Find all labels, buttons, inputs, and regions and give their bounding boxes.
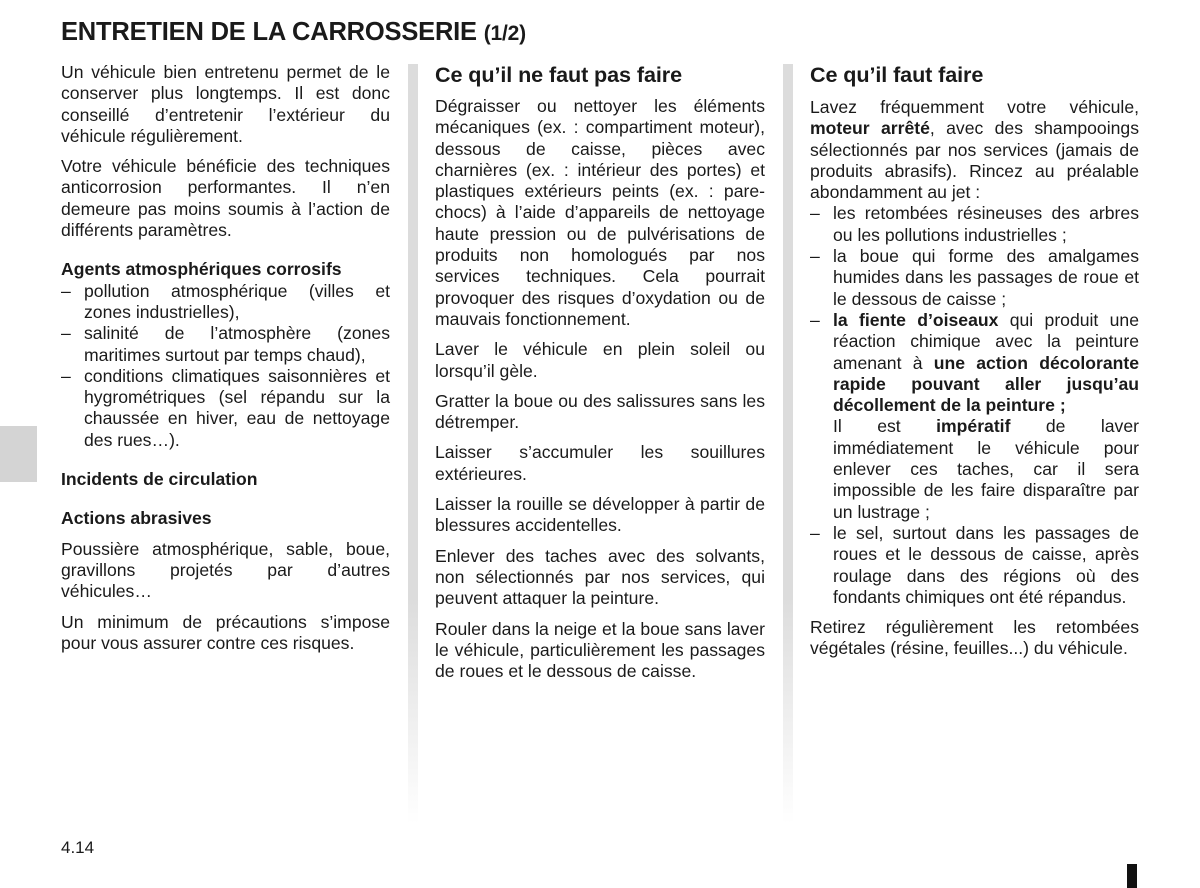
do-heading: Ce qu’il faut faire — [810, 62, 984, 87]
dont-item: Laisser la rouille se développer à partir de blessures accidentelles. — [435, 494, 765, 536]
list-item-bird-droppings — [810, 310, 1139, 523]
list-item: – conditions climatiques saisonnières et hygrométriques (sel répandu sur la chaussée en hiver, eau de nettoyage des rues…). — [61, 366, 390, 451]
list-item: – la boue qui forme des amalgames humides dans les passages de roue et le dessous de caisse ; — [810, 246, 1139, 310]
intro-column — [61, 62, 390, 663]
do-intro — [810, 97, 1139, 203]
dont-item: Laver le véhicule en plein soleil ou lorsqu’il gèle. — [435, 339, 765, 381]
do-column — [810, 62, 1139, 669]
list-item: – le sel, surtout dans les passages de roues et le dessous de caisse, après roulage dans des régions où des fondants chimiques ont été répandus. — [810, 523, 1139, 608]
page-number: 4.14 — [61, 838, 95, 857]
do-intro-text-rest: , avec des shampooings sélectionnés par nos services (jamais de produits abrasifs). Rincez au préalable abondamment au jet : — [810, 118, 1139, 203]
list-item: – pollution atmosphérique (villes et zones industrielles), — [61, 281, 390, 324]
bird-droppings-text: qui produit une réaction chimique avec la peinture amenant à — [833, 309, 1140, 373]
corner-marker — [1127, 864, 1137, 888]
dont-item: Dégraisser ou nettoyer les éléments mécaniques (ex. : compartiment moteur), dessous de caisse, pièces avec charnières (ex. : intérieur des portes) et plastiques extérieurs peints (ex. : pare-chocs) à l’aide d’appareils de nettoyage haute pression ou de pulvérisations de produits non homologués par nos services techniques. Cela pourrait provoquer des risques d’oxydation ou de mauvais fonctionnement. — [435, 96, 765, 329]
bird-droppings-note-end: de laver immédiatement le véhicule pour enlever ces taches, car il sera impossible de les faire disparaître par un lustrage ; — [833, 416, 1139, 522]
column-divider-left — [408, 64, 418, 824]
bird-droppings-imperative: impératif — [936, 416, 1011, 437]
agents-list — [61, 281, 390, 451]
list-item: – salinité de l’atmosphère (zones maritimes surtout par temps chaud), — [61, 323, 390, 366]
do-list — [810, 203, 1139, 608]
abrasive-heading: Actions abrasives — [61, 508, 212, 529]
anticorrosion-paragraph: Votre véhicule bénéficie des techniques anticorrosion performantes. Il n’en demeure pas moins soumis à l’action de différents paramètres. — [61, 156, 390, 241]
intro-paragraph: Un véhicule bien entretenu permet de le conserver plus longtemps. Il est donc conseillé d’entretenir l’extérieur du véhicule régulièrement. — [61, 62, 390, 146]
abrasive-text: Poussière atmosphérique, sable, boue, gravillons projetés par d’autres véhicules… — [61, 538, 390, 602]
agents-heading: Agents atmosphériques corrosifs — [61, 259, 342, 280]
do-conclusion: Retirez régulièrement les retombées végétales (résine, feuilles...) du véhicule. — [810, 617, 1139, 659]
bird-droppings-warning: une action décolorante rapide pouvant aller jusqu’au décollement de la peinture ; — [833, 352, 1139, 416]
bird-droppings-note-start: Il est — [833, 416, 937, 437]
bird-droppings-label: la fiente d’oiseaux — [833, 309, 999, 330]
dont-item: Rouler dans la neige et la boue sans laver le véhicule, particulièrement les passages de roues et le dessous de caisse. — [435, 618, 765, 682]
chapter-tab — [0, 426, 37, 482]
page-title — [61, 18, 526, 47]
do-intro-emphasis: moteur arrêté — [810, 118, 930, 139]
dont-heading: Ce qu’il ne faut pas faire — [435, 62, 682, 87]
list-item: – les retombées résineuses des arbres ou les pollutions industrielles ; — [810, 203, 1139, 246]
title-main: ENTRETIEN DE LA CARROSSERIE — [61, 18, 477, 46]
dont-item: Enlever des taches avec des solvants, non sélectionnés par nos services, qui peuvent attaquer la peinture. — [435, 545, 765, 609]
do-intro-text: Lavez fréquemment votre véhicule, — [810, 97, 1139, 117]
conclusion-paragraph: Un minimum de précautions s’impose pour vous assurer contre ces risques. — [61, 611, 390, 653]
title-part: (1/2) — [483, 22, 526, 45]
dont-column — [435, 62, 765, 691]
dont-item: Gratter la boue ou des salissures sans les détremper. — [435, 390, 765, 433]
column-divider-right — [783, 64, 793, 824]
dont-item: Laisser s’accumuler les souillures extérieures. — [435, 442, 765, 484]
incidents-heading: Incidents de circulation — [61, 469, 258, 490]
